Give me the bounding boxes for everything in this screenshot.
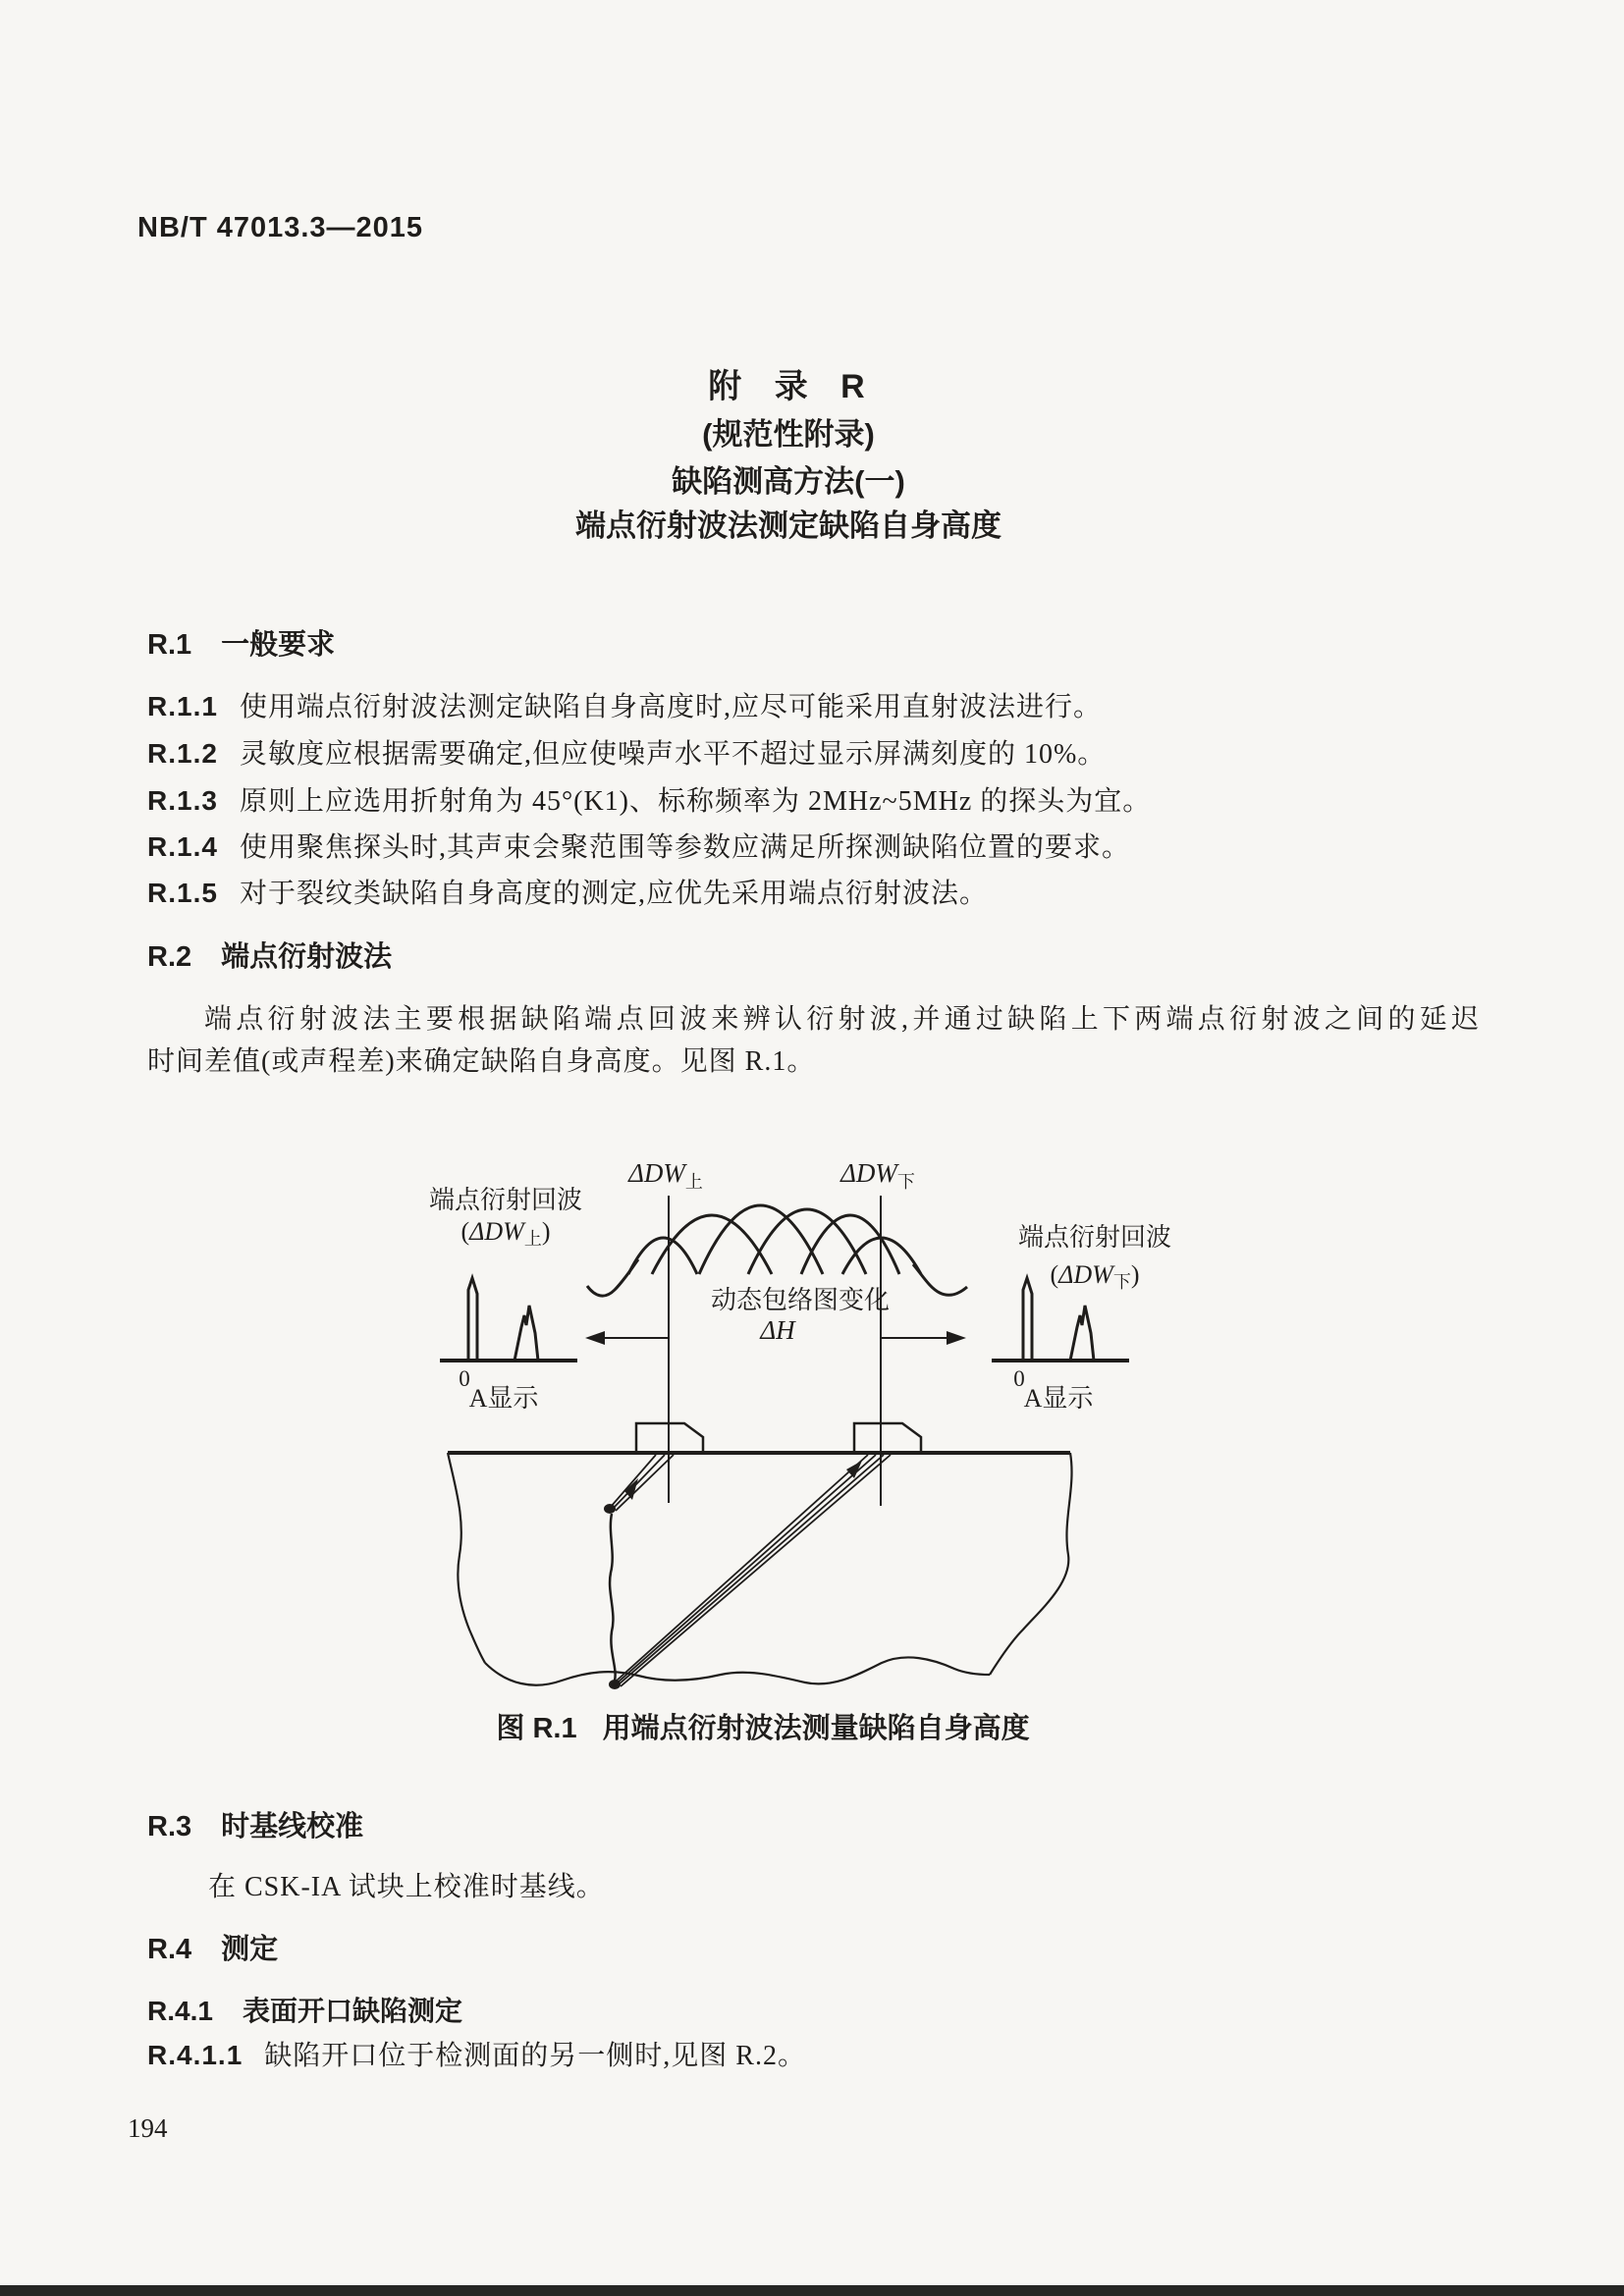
clause-r1-2 <box>147 732 1106 772</box>
scan-edge-band <box>0 2285 1624 2296</box>
figure-r1-diagram <box>275 1139 1227 1757</box>
r2-paragraph-line2: 时间差值(或声程差)来确定缺陷自身高度。见图 R.1。 <box>147 1046 816 1077</box>
clause-text: 灵敏度应根据需要确定,但应使噪声水平不超过显示屏满刻度的 10%。 <box>239 739 1107 770</box>
dynamic-envelope-curve <box>587 1205 967 1296</box>
clause-number: R.4.1.1 <box>147 2040 244 2070</box>
clause-text: 缺陷开口位于检测面的另一侧时,见图 R.2。 <box>264 2041 806 2071</box>
beam-to-lower-tip <box>617 1455 891 1686</box>
a-scan-left-label: A显示 <box>468 1384 539 1413</box>
beam-to-upper-tip <box>611 1455 674 1511</box>
figure-caption-text: 用端点衍射波法测量缺陷自身高度 <box>602 1713 1030 1744</box>
a-scan-left-zero: 0 <box>459 1366 470 1391</box>
a-scan-right <box>992 1278 1129 1361</box>
figure-caption <box>370 1706 1156 1746</box>
section-r4-1-number: R.4.1 <box>147 1996 213 2026</box>
section-r4-1-heading <box>147 1990 462 2029</box>
clause-text: 原则上应选用折射角为 45°(K1)、标称频率为 2MHz~5MHz 的探头为宜。 <box>239 786 1152 817</box>
a-scan-right-zero: 0 <box>1013 1366 1025 1391</box>
clause-number: R.1.1 <box>147 691 218 721</box>
section-r2-title: 端点衍射波法 <box>221 941 393 973</box>
clause-text: 对于裂纹类缺陷自身高度的测定,应优先采用端点衍射波法。 <box>239 879 988 909</box>
label-tip-echo-right: 端点衍射回波 <box>1017 1223 1172 1252</box>
section-r3-heading <box>147 1804 363 1844</box>
a-scan-left <box>440 1278 577 1361</box>
label-envelope-change: 动态包络图变化 <box>710 1286 891 1314</box>
clause-number: R.1.5 <box>147 878 218 908</box>
label-tip-echo-left: 端点衍射回波 <box>428 1186 583 1214</box>
clause-r1-1 <box>147 685 1102 724</box>
appendix-subtitle-method: 缺陷测高方法(一) <box>672 464 905 499</box>
label-tip-echo-right-sub: (ΔDW下) <box>1050 1260 1140 1292</box>
section-r3-number: R.3 <box>147 1811 192 1842</box>
clause-number: R.1.3 <box>147 785 218 816</box>
label-ddw-upper: $\Delta DW_上$ <box>628 1158 703 1192</box>
appendix-title: 附 录 R <box>708 368 869 405</box>
section-r1-number: R.1 <box>147 629 192 661</box>
clause-number: R.1.4 <box>147 831 218 862</box>
clause-r4-1-1 <box>147 2034 806 2073</box>
material-cross-section <box>448 1453 1072 1685</box>
section-r1-title: 一般要求 <box>221 629 336 661</box>
doc-code-header: NB/T 47013.3—2015 <box>137 212 424 243</box>
section-r2-heading <box>147 934 392 975</box>
figure-caption-number: 图 R.1 <box>496 1713 577 1744</box>
probe-right <box>854 1423 921 1453</box>
appendix-subtitle-normative: (规范性附录) <box>702 417 875 452</box>
section-r4-number: R.4 <box>147 1934 192 1965</box>
appendix-subtitle-technique: 端点衍射波法测定缺陷自身高度 <box>575 508 1001 543</box>
clause-text: 使用端点衍射波法测定缺陷自身高度时,应尽可能采用直射波法进行。 <box>239 692 1102 722</box>
clause-r1-4 <box>147 826 1130 865</box>
page-number: 194 <box>128 2113 168 2143</box>
label-delta-h: ΔH <box>760 1315 795 1345</box>
clause-r1-3 <box>147 779 1151 819</box>
label-ddw-lower: $\Delta DW_下$ <box>840 1158 915 1192</box>
a-scan-right-label: A显示 <box>1023 1384 1094 1413</box>
section-r1-heading <box>147 622 335 663</box>
section-r3-body: 在 CSK-IA 试块上校准时基线。 <box>208 1872 605 1902</box>
section-r3-title: 时基线校准 <box>221 1811 364 1842</box>
clause-text: 使用聚焦探头时,其声束会聚范围等参数应满足所探测缺陷位置的要求。 <box>239 832 1130 863</box>
clause-r1-5 <box>147 872 988 911</box>
section-r4-1-title: 表面开口缺陷测定 <box>242 1996 462 2026</box>
label-tip-echo-left-sub: (ΔDW上) <box>460 1217 551 1249</box>
section-r4-title: 测定 <box>221 1934 279 1965</box>
section-r4-heading <box>147 1927 278 1967</box>
crack-defect <box>604 1504 621 1689</box>
r2-paragraph-line1: 端点衍射波法主要根据缺陷端点回波来辨认衍射波,并通过缺陷上下两端点衍射波之间的延迟 <box>204 1004 1480 1035</box>
section-r2-number: R.2 <box>147 941 192 973</box>
clause-number: R.1.2 <box>147 738 218 769</box>
